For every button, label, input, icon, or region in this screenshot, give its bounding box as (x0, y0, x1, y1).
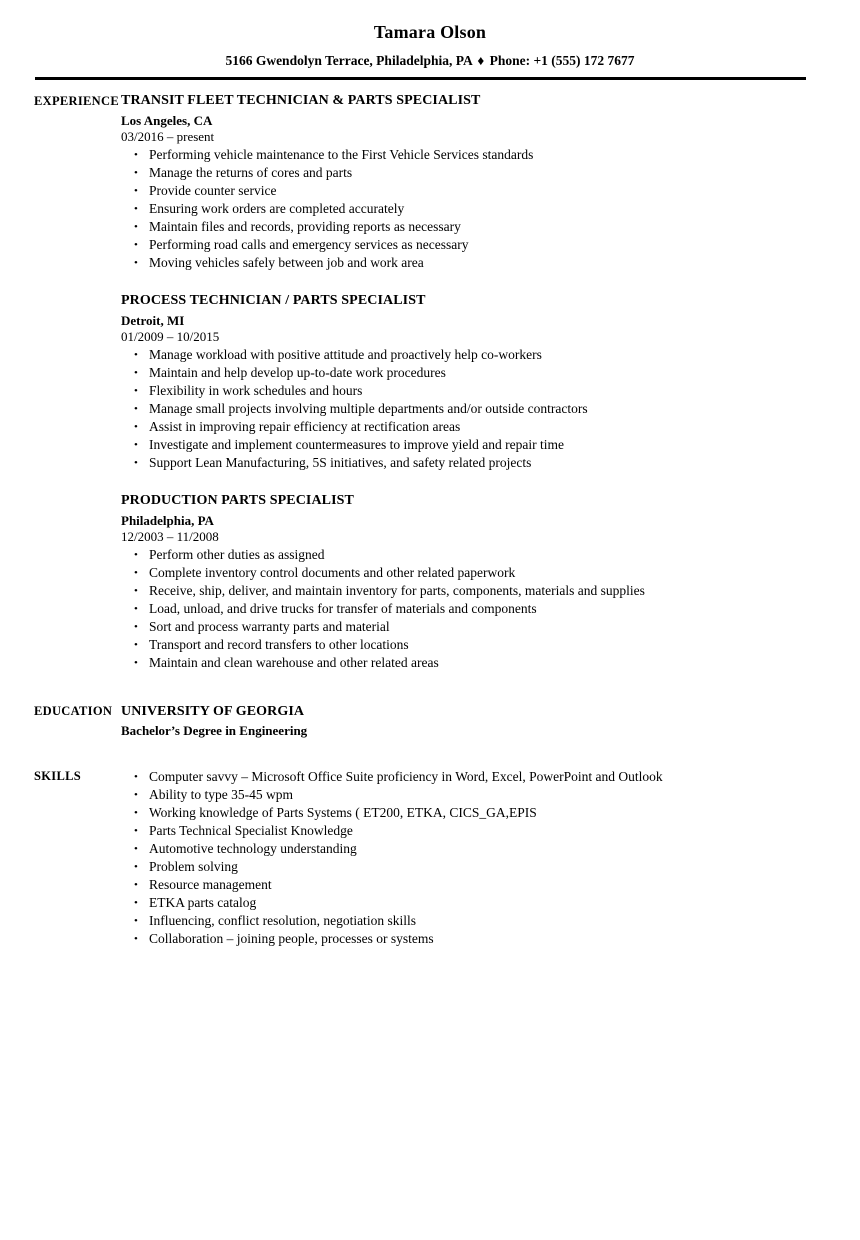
list-item-text: Automotive technology understanding (149, 840, 357, 856)
list-item (121, 564, 800, 582)
resume-content (0, 92, 860, 948)
list-item-text: Ability to type 35-45 wpm (149, 786, 293, 802)
bullet-icon: • (134, 878, 138, 891)
list-item (121, 618, 800, 636)
bullet-icon: • (134, 420, 138, 433)
list-item-text: Manage small projects involving multiple departments and/or outside contractors (149, 400, 588, 416)
bullet-icon: • (134, 932, 138, 945)
list-item (121, 804, 800, 822)
list-item-text: Ensuring work orders are completed accurately (149, 200, 405, 216)
list-item (121, 236, 800, 254)
list-item (121, 382, 800, 400)
bullet-icon: • (134, 456, 138, 469)
header-divider (35, 77, 806, 80)
bullet-icon: • (134, 202, 138, 215)
section-label-skills: SKILLS (34, 768, 81, 783)
list-item (121, 912, 800, 930)
list-item (121, 858, 800, 876)
phone-text: Phone: +1 (555) 172 7677 (489, 53, 635, 68)
bullet-icon: • (134, 896, 138, 909)
list-item (121, 636, 800, 654)
bullet-icon: • (134, 620, 138, 633)
section-label-education: EDUCATION (34, 703, 113, 718)
section-label-experience: EXPERIENCE (34, 93, 119, 108)
list-item (121, 200, 800, 218)
list-item-text: Support Lean Manufacturing, 5S initiatives, and safety related projects (149, 454, 532, 470)
education-school: UNIVERSITY OF GEORGIA (121, 703, 305, 719)
list-item (121, 822, 800, 840)
candidate-name: Tamara Olson (373, 22, 487, 42)
bullet-icon: • (134, 384, 138, 397)
experience-entries (121, 92, 860, 672)
section-spacer (0, 740, 860, 767)
list-item-text: Manage workload with positive attitude and proactively help co-workers (149, 346, 542, 362)
list-item-text: Perform other duties as assigned (149, 546, 325, 562)
bullet-icon: • (134, 824, 138, 837)
list-item (121, 840, 800, 858)
list-item-text: Maintain files and records, providing reports as necessary (149, 218, 461, 234)
section-skills (0, 767, 860, 948)
job-title: PRODUCTION PARTS SPECIALIST (121, 492, 354, 508)
list-item-text: Collaboration – joining people, processes or systems (149, 930, 434, 946)
skills-entries (121, 767, 860, 948)
list-item-text: Working knowledge of Parts Systems ( ET200, ETKA, CICS_GA,EPIS (149, 804, 537, 820)
bullet-icon: • (134, 584, 138, 597)
list-item (121, 582, 800, 600)
job-responsibility-list (121, 346, 800, 472)
bullet-icon: • (134, 256, 138, 269)
bullet-icon: • (134, 438, 138, 451)
bullet-icon: • (134, 548, 138, 561)
bullet-icon: • (134, 366, 138, 379)
list-item (121, 876, 800, 894)
list-item (121, 454, 800, 472)
bullet-icon: • (134, 914, 138, 927)
bullet-icon: • (134, 184, 138, 197)
list-item-text: Maintain and clean warehouse and other related areas (149, 654, 439, 670)
bullet-icon: • (134, 842, 138, 855)
experience-entry (121, 292, 800, 472)
section-education (0, 702, 860, 740)
bullet-icon: • (134, 402, 138, 415)
list-item (121, 786, 800, 804)
list-item-text: Maintain and help develop up-to-date work procedures (149, 364, 446, 380)
skills-list (121, 768, 800, 948)
list-item-text: Resource management (149, 876, 272, 892)
bullet-icon: • (134, 788, 138, 801)
list-item (121, 600, 800, 618)
contact-line (0, 53, 860, 69)
list-item-text: Performing vehicle maintenance to the First Vehicle Services standards (149, 146, 534, 162)
education-degree: Bachelor’s Degree in Engineering (121, 722, 308, 738)
bullet-icon: • (134, 166, 138, 179)
diamond-separator-icon: ♦ (477, 53, 485, 68)
job-location: Philadelphia, PA (121, 512, 214, 528)
bullet-icon: • (134, 860, 138, 873)
list-item-text: ETKA parts catalog (149, 894, 257, 910)
list-item-text: Transport and record transfers to other locations (149, 636, 409, 652)
list-item-text: Complete inventory control documents and other related paperwork (149, 564, 516, 580)
list-item (121, 418, 800, 436)
list-item-text: Computer savvy – Microsoft Office Suite proficiency in Word, Excel, PowerPoint and Outlook (149, 768, 663, 784)
list-item (121, 768, 800, 786)
list-item (121, 654, 800, 672)
list-item (121, 364, 800, 382)
experience-entry (121, 92, 800, 272)
list-item (121, 930, 800, 948)
list-item-text: Assist in improving repair efficiency at rectification areas (149, 418, 461, 434)
list-item (121, 182, 800, 200)
list-item (121, 254, 800, 272)
job-title: TRANSIT FLEET TECHNICIAN & PARTS SPECIALIST (121, 92, 481, 108)
bullet-icon: • (134, 770, 138, 783)
job-location: Detroit, MI (121, 312, 185, 328)
list-item (121, 400, 800, 418)
job-location: Los Angeles, CA (121, 112, 213, 128)
bullet-icon: • (134, 148, 138, 161)
list-item-text: Parts Technical Specialist Knowledge (149, 822, 353, 838)
bullet-icon: • (134, 806, 138, 819)
list-item (121, 436, 800, 454)
experience-entry (121, 492, 800, 672)
list-item (121, 894, 800, 912)
bullet-icon: • (134, 348, 138, 361)
section-experience (0, 92, 860, 672)
list-item-text: Manage the returns of cores and parts (149, 164, 353, 180)
job-dates: 01/2009 – 10/2015 (121, 328, 220, 344)
education-entries (121, 702, 860, 740)
bullet-icon: • (134, 220, 138, 233)
list-item-text: Moving vehicles safely between job and work area (149, 254, 424, 270)
list-item (121, 218, 800, 236)
list-item-text: Receive, ship, deliver, and maintain inventory for parts, components, materials and supplies (149, 582, 645, 598)
list-item (121, 346, 800, 364)
bullet-icon: • (134, 602, 138, 615)
list-item-text: Sort and process warranty parts and material (149, 618, 390, 634)
resume-header (0, 0, 860, 80)
list-item-text: Influencing, conflict resolution, negotiation skills (149, 912, 416, 928)
job-title: PROCESS TECHNICIAN / PARTS SPECIALIST (121, 292, 426, 308)
list-item (121, 164, 800, 182)
bullet-icon: • (134, 638, 138, 651)
job-responsibility-list (121, 146, 800, 272)
bullet-icon: • (134, 566, 138, 579)
section-spacer (0, 672, 860, 702)
list-item-text: Performing road calls and emergency services as necessary (149, 236, 469, 252)
list-item (121, 546, 800, 564)
address-text: 5166 Gwendolyn Terrace, Philadelphia, PA (225, 53, 472, 68)
bullet-icon: • (134, 656, 138, 669)
list-item-text: Problem solving (149, 858, 238, 874)
job-dates: 03/2016 – present (121, 128, 215, 144)
list-item-text: Provide counter service (149, 182, 277, 198)
bullet-icon: • (134, 238, 138, 251)
job-responsibility-list (121, 546, 800, 672)
list-item-text: Investigate and implement countermeasures to improve yield and repair time (149, 436, 564, 452)
list-item (121, 146, 800, 164)
list-item-text: Flexibility in work schedules and hours (149, 382, 363, 398)
list-item-text: Load, unload, and drive trucks for transfer of materials and components (149, 600, 537, 616)
job-dates: 12/2003 – 11/2008 (121, 528, 219, 544)
